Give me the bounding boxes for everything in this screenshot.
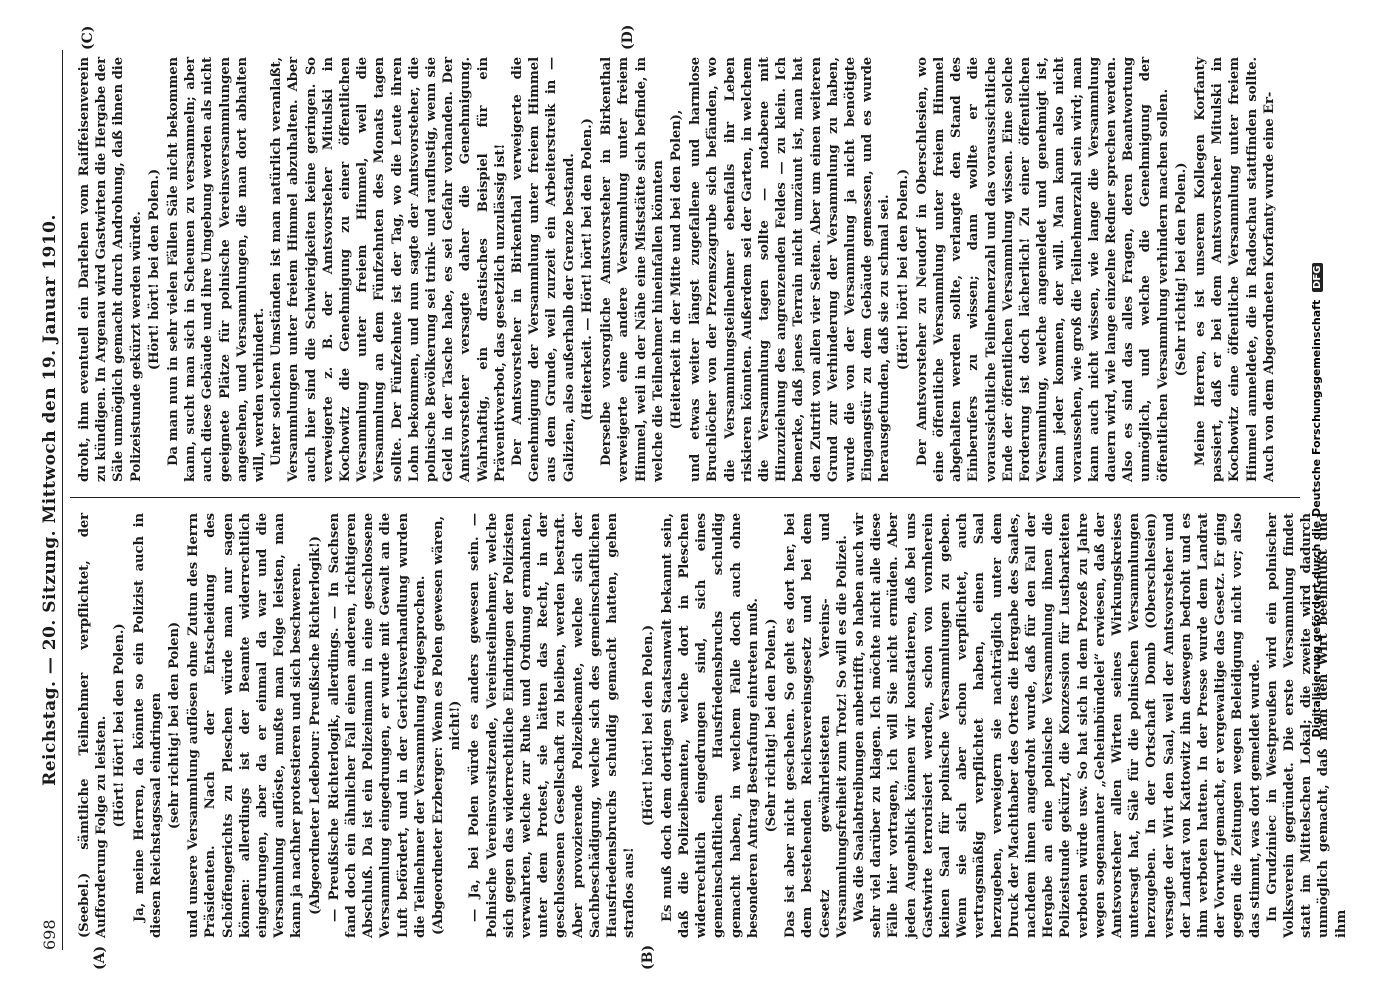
footer-text: Digitalisierung gefördert durch die Deutsche Forschungsgemeinschaft (1310, 299, 1323, 738)
paragraph: Derselbe vorsorgliche Amtsvorsteher in Birkenthal verweigerte eine andere Versammlung unter freiem Himmel, weil in der Nähe eine Miststätte sich befinde, in welche die Teilnehmer hineinfallen könnten (599, 57, 666, 482)
paragraph: Der Amtsvorsteher zu Neudorf in Oberschlesien, wo eine öffentliche Versammlung unter freiem Himmel abgehalten werden sollte, verlangte den Stand des Einberufers zu wissen; dann wollte er die voraussichtliche Teilnehmerzahl und das voraussichtliche Ende der öffentlichen Versammlung wissen. Eine solche Forderung ist doch lächerlich! Zu einer öffentlichen Versammlung, welche angemeldet und genehmigt ist, kann jeder kommen, der will. Man kann also nicht voraussehen, wie groß die Teilnehmerzahl sein wird; man kann auch nicht wissen, wie lange die Versammlung dauern wird, wie lange einzelne Redner sprechen werden. Also es sind das alles Fragen, deren Beantwortung unmöglich, und welche die Genehmigung der öffentlichen Versammlung verhindern machen sollen. (914, 57, 1171, 482)
interjection: (Hört! hört! bei den Polen.) (640, 624, 656, 827)
interjection: (Abgeordneter Erzberger: Wenn es Polen gewesen wären, nicht!) (431, 515, 464, 936)
right-column (76, 57, 1291, 482)
paragraph: Da man nun in sehr vielen Fällen Säle nicht bekommen kann, sucht man sich in Scheunen zu versammeln; aber auch diese Gebäude und ihre Umgebung werden als nicht geeignete Plätze für polnische Vereinsversammlungen angesehen, und Versammlungen, die man dort abhalten will, werden verhindert. (166, 57, 268, 482)
marker-b: (B) (640, 944, 656, 970)
paragraph: Ja, meine Herren, da könnte so ein Polizist auch in diesen Reichstagssaal eindringen (131, 513, 164, 938)
paragraph: — Ja, bei Polen würde es anders gewesen sein. — Polnische Vereinsvorsitzende, Vereinsteilnehmer, welche sich gegen das widerrechtliche Eindringen der Polizisten verwahrten, welche zur Ruhe und Ordnung ermahnten, unter dem Protest, sie hätten das Recht, in der geschlossenen Gesellschaft zu bleiben, werden bestraft. Aber provozierende Polizeibeamte, welche sich der Sachbeschädigung, welche sich des gemeinschaftlichen Hausfriedensbruchs schuldig gemacht hatten, gehen straflos aus! (467, 513, 638, 938)
paragraph: und unsere Versammlung auflösen ohne Zutun des Herrn Präsidenten. Nach der Entscheidung des Schöffengerichts zu Pleschen würde man nur sagen können: allerdings ist der Beamte widerrechtlich eingedrungen, aber da er einmal da war und die Versammlung auflöste, mußte man Folge leisten, man kann ja nachher protestieren und sich beschweren. (186, 513, 305, 938)
header-rule (62, 50, 63, 950)
footer-note (1310, 60, 1323, 940)
paragraph: Unter solchen Umständen ist man natürlich veranlaßt, Versammlungen unter freiem Himmel abzuhalten. Aber auch hier sind die Schwierigkeiten keine geringen. So verweigerte z. B. der Amtsvorsteher Mitulski in Kochowitz die Genehmigung zu einer öffentlichen Versammlung unter freiem Himmel, weil die Versammlung an dem Fünfzehnten des Monats tagen sollte. Der Fünfzehnte ist der Tag, wo die Leute ihren Lohn bekommen, und nun sagte der Amtsvorsteher, die polnische Bevölkerung sei trink- und rauflustig, wenn sie Geld in der Tasche habe, es sei Gefahr vorhanden. Der Amtsvorsteher versagte daher die Genehmigung. Wahrhaftig, ein drastisches Beispiel für ein Präventivverbot, das gesetzlich unzulässig ist! (269, 57, 508, 482)
column-divider (70, 497, 1300, 498)
interjection: (Hört! hört! bei den Polen.) (895, 168, 911, 371)
paragraph: Meine Herren, es ist unserem Kollegen Korfanty passiert, daß er bei dem Amtsvorsteher Mitulski in Kochowitz eine öffentliche Versammlung unter freiem Himmel anmeldete, die in Radoschau stattfinden sollte. Auch von dem Abgeordneten Korfanty wurde eine Er- (1193, 57, 1277, 482)
page-header (30, 50, 70, 950)
dfg-logo: DFG (1312, 263, 1323, 292)
paragraph: In Grudziniec in Westpreußen wird ein polnischer Volksverein gegründet. Die erste Versammlung findet statt im Mittelschen Lokal; die zweite wird dadurch unmöglich gemacht, daß man den Wirt beeinflußt und ihm (1264, 513, 1349, 938)
page-number: 698 (40, 919, 59, 950)
paragraph: Das ist aber nicht geschehen. So geht es dort her, bei dem bestehenden Reichsvereinsgesetz und bei dem Gesetz gewährleisteten Vereins- und Versammlungsfreiheit zum Trotz! So will es die Polizei. (783, 513, 850, 938)
interjection: (Abgeordneter Ledebour: Preußische Richterlogik!) (307, 536, 323, 915)
interjection: (Hört! hört! bei den Polen.) (146, 168, 162, 371)
paragraph: Der Amtsvorsteher in Birkenthal verweigerte die Genehmigung der Versammlung unter freiem Himmel aus dem Grunde, weil zurzeit ein Arbeiterstreik in — Galizien, also außerhalb der Grenze bestand. (510, 57, 577, 482)
marker-d: (D) (620, 24, 636, 50)
paragraph: Es muß doch dem dortigen Staatsanwalt bekannt sein, daß die Polizeibeamten, welche dort in Pleschen widerrechtlich eingedrungen sind, sich eines gemeinschaftlichen Hausfriedensbruchs schuldig gemacht haben, in welchem Falle doch auch ohne besonderen Antrag Bestrafung eintreten muß. (659, 513, 761, 938)
interjection: (Sehr richtig! bei den Polen.) (1173, 162, 1189, 377)
marker-a: (A) (92, 945, 108, 970)
paragraph: droht, ihm eventuell ein Darlehen vom Raiffeisenverein zu kündigen. In Argenau wird Gastwirten die Hergabe der Säle unmöglich gemacht durch Androhung, daß ihnen die Polizeistunde gekürzt werden würde. (77, 57, 144, 482)
paragraph: und etwas weiter längst zugefallene und harmlose Bruchlöcher von der Przemszagrube sich befänden, wo die Versammlungsteilnehmer ebenfalls ihr Leben riskieren könnten. Außerdem sei der Garten, in welchem die Versammlung tagen sollte — notabene mit Hinzuziehung des angrenzenden Feldes — zu klein. Ich bemerke, daß jenes Terrain nicht umzäunt ist, man hat den Zutritt von allen vier Seiten. Aber um einen weiteren Grund zur Verhinderung der Versammlung zu haben, wurde die von der Versammlung ja nicht benötigte Eingangstür zu dem Gebäude gemessen, und es wurde herausgefunden, daß sie zu schmal sei. (688, 57, 893, 482)
interjection: (Hört! Hört! bei den Polen.) (112, 623, 128, 828)
interjection: (Heiterkeit in der Mitte und bei den Polen), (668, 109, 684, 430)
interjection: (Sehr richtig! bei den Polen.) (763, 618, 779, 833)
page-title: Reichstag. — 20. Sitzung. Mittwoch den 19. Januar 1910. (40, 214, 60, 786)
paragraph: Was die Saalabtreibungen anbetrifft, so haben auch wir sehr viel darüber zu klagen. Ich möchte nicht alle diese Fälle hier vortragen, ich will Sie nicht ermüden. Aber jeden Augenblick können wir konstatieren, daß bei uns Gastwirte terrorisiert werden, schon von vornherein keinen Saal für polnische Versammlungen zu geben. Wenn sie sich aber schon verpflichtet, auch vertragsmäßig verpflichtet haben, einen Saal herzugeben, verweigern sie nachträglich unter dem Druck der Machthaber des Ortes die Hergabe des Saales, nachdem ihnen angedroht wurde, daß für den Fall der Hergabe an eine polnische Versammlung ihnen die Polizeistunde gekürzt, die Konzession für Lustbarkeiten verboten würde usw. So hat sich in dem Prozeß zu Jahre wegen sogenannter „Geheimbündelei“ erwiesen, daß der Amtsvorsteher allen Wirten seines Wirkungskreises untersagt hat, Säle für die polnischen Versammlungen herzugeben. In der Ortschaft Domb (Oberschlesien) versagte der Wirt den Saal, weil der Amtsvorsteher und der Landrat von Kattowitz ihn deswegen bedroht und es ihm verboten hatten. In der Presse wurde dem Landrat der Vorwurf gemacht, er vergewaltige das Gesetz. Er ging gegen die Zeitungen wegen Beleidigung nicht vor; also das stimmt, was dort gemeldet wurde. (851, 513, 1263, 938)
paragraph: (Seebel.) sämtliche Teilnehmer verpflichtet, der Aufforderung Folge zu leisten. (77, 513, 110, 938)
paragraph: — Preußische Richterlogik, allerdings. — In Sachsen fand doch ein ähnlicher Fall einen anderen, richtigeren Abschluß. Da ist ein Polizeimann in eine geschlossene Versammlung eingedrungen, er wurde mit Gewalt an die Luft befördert, und in der Gerichtsverhandlung wurden die Teilnehmer der Versammlung freigesprochen. (326, 513, 428, 938)
interjection: (Heiterkeit. — Hört! hört! bei den Polen.) (579, 118, 595, 421)
marker-c: (C) (80, 25, 96, 50)
interjection: (sehr richtig! bei den Polen) (167, 621, 183, 830)
